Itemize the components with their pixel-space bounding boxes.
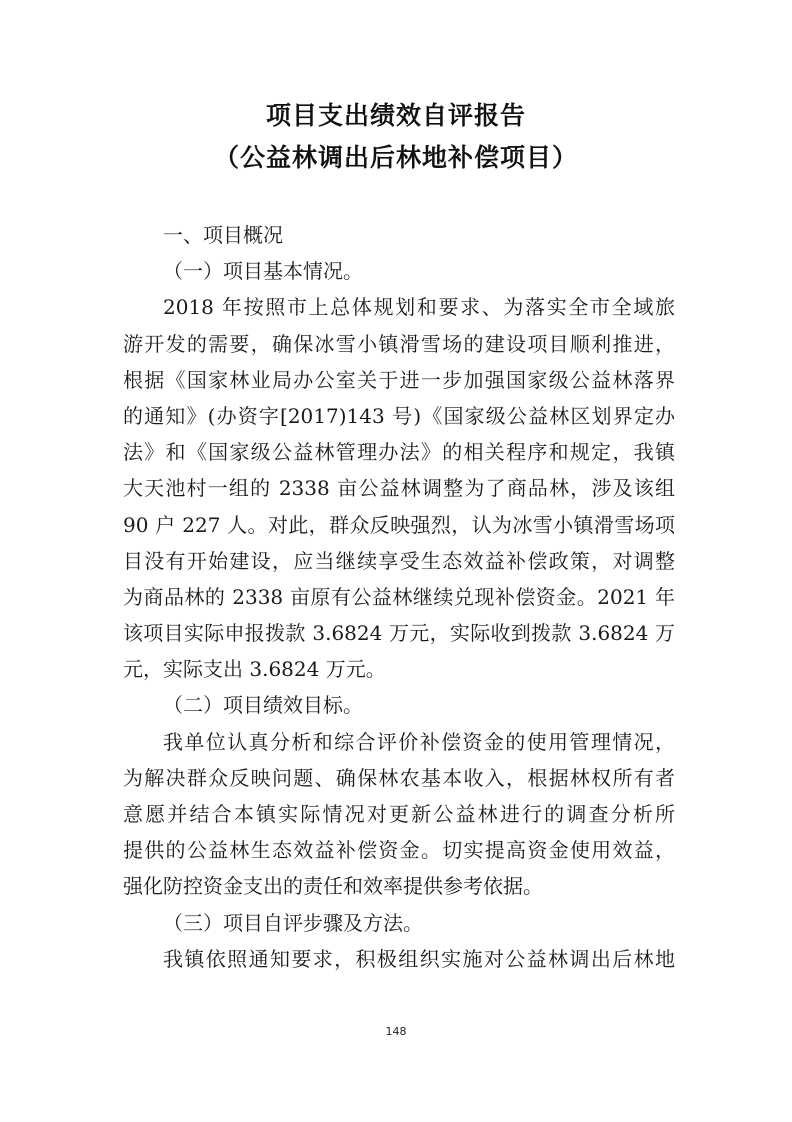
subsection-heading-basic-info: （一）项目基本情况。 [163,259,363,284]
paragraph-evaluation-steps [123,941,675,977]
report-body [123,217,675,977]
paragraph-basic-info [123,289,675,687]
paragraph-line: 意愿并结合本镇实际情况对更新公益林进行的调查分析所 [123,802,675,826]
paragraph-line: 90 户 227 人。对此，群众反映强烈，认为冰雪小镇滑雪场项 [123,512,675,537]
subsection-heading-performance-goals: （二）项目绩效目标。 [163,693,363,718]
report-title: 项目支出绩效自评报告 [265,101,526,130]
paragraph-line: 我镇依照通知要求，积极组织实施对公益林调出后林地 [163,946,675,971]
section-heading-overview: 一、项目概况 [163,223,283,247]
paragraph-line: 法》和《国家级公益林管理办法》的相关程序和规定，我镇 [123,440,675,465]
paragraph-line: 为商品林的 2338 亩原有公益林继续兑现补偿资金。2021 年 [123,584,675,609]
paragraph-line: 强化防控资金支出的责任和效率提供参考依据。 [123,874,543,899]
paragraph-line: 为解决群众反映问题、确保林农基本收入，根据林权所有者 [123,765,675,790]
page-number: 148 [385,1025,407,1038]
paragraph-line: 大天池村一组的 2338 亩公益林调整为了商品林，涉及该组 [123,476,675,501]
paragraph-line: 元，实际支出 3.6824 万元。 [123,657,386,682]
paragraph-line: 2018 年按照市上总体规划和要求、为落实全市全域旅 [163,295,675,320]
paragraph-line: 的通知》(办资字[2017)143 号)《国家级公益林区划界定办 [123,403,675,428]
paragraph-line: 游开发的需要，确保冰雪小镇滑雪场的建设项目顺利推进， [123,331,675,356]
report-subtitle: （公益林调出后林地补偿项目） [213,143,578,172]
subsection-heading-evaluation-steps: （三）项目自评步骤及方法。 [163,910,423,935]
paragraph-line: 我单位认真分析和综合评价补偿资金的使用管理情况， [163,729,675,754]
paragraph-line: 提供的公益林生态效益补偿资金。切实提高资金使用效益， [123,838,675,863]
paragraph-line: 根据《国家林业局办公室关于进一步加强国家级公益林落界 [123,367,675,392]
paragraph-line: 目没有开始建设，应当继续享受生态效益补偿政策，对调整 [123,548,675,573]
paragraph-line: 该项目实际申报拨款 3.6824 万元，实际收到拨款 3.6824 万 [123,621,675,646]
paragraph-performance-goals [123,724,675,905]
